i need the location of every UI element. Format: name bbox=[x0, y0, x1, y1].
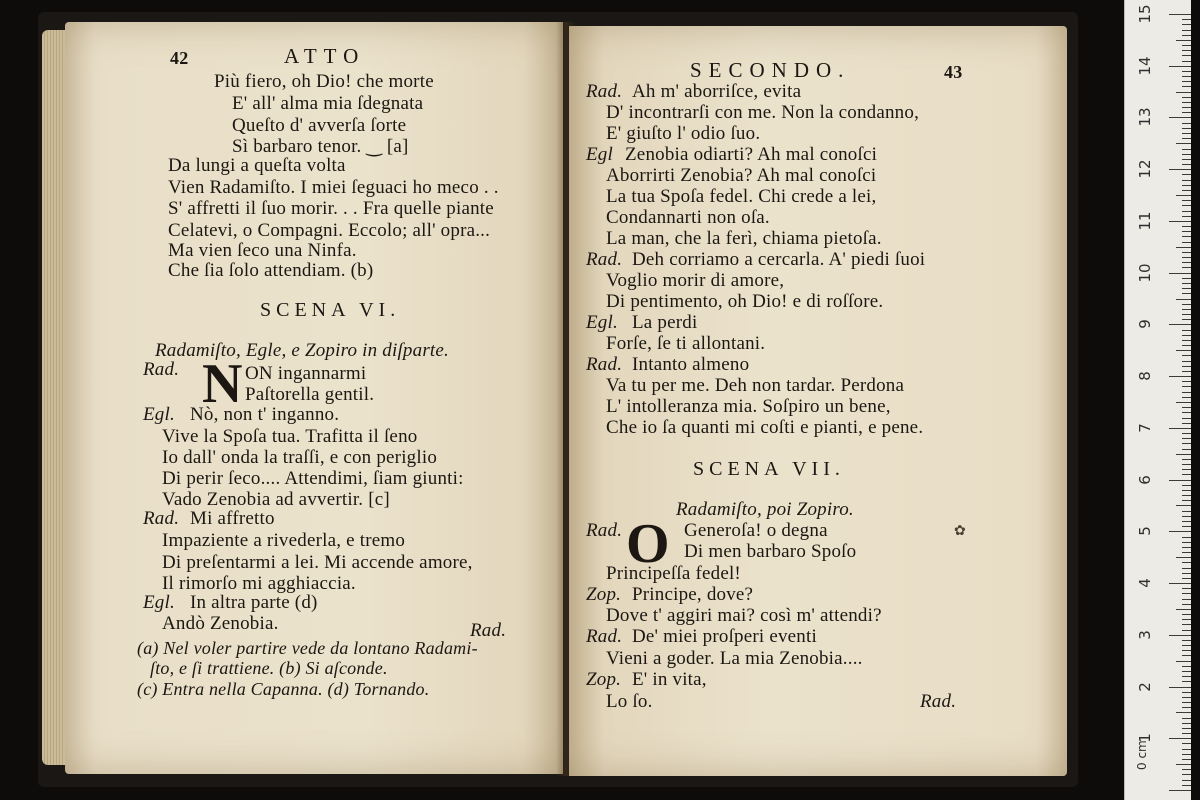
ruler-tick bbox=[1182, 257, 1191, 258]
ruler-tick bbox=[1182, 200, 1191, 201]
ruler-tick bbox=[1182, 604, 1191, 605]
ruler-tick bbox=[1182, 293, 1191, 294]
speaker-label: Zop. bbox=[586, 584, 622, 605]
ruler-tick bbox=[1182, 655, 1191, 656]
ruler-tick bbox=[1182, 681, 1191, 682]
catchword: Rad. bbox=[920, 691, 957, 712]
ruler-tick bbox=[1176, 350, 1191, 351]
speaker-label: Rad. bbox=[586, 81, 623, 102]
dialogue-line: Vive la Spoſa tua. Trafitta il ſeno bbox=[162, 426, 418, 447]
ruler-tick bbox=[1182, 542, 1191, 543]
dialogue-line: Forſe, ſe ti allontani. bbox=[606, 333, 766, 354]
drop-cap-initial: N bbox=[202, 353, 243, 415]
measurement-ruler bbox=[1124, 0, 1191, 800]
speaker-label: Egl. bbox=[143, 592, 175, 613]
ruler-tick bbox=[1182, 521, 1191, 522]
ruler-tick bbox=[1176, 92, 1191, 93]
ruler-tick bbox=[1182, 138, 1191, 139]
ruler-tick bbox=[1182, 438, 1191, 439]
ruler-number: 13 bbox=[1136, 107, 1154, 127]
ruler-tick bbox=[1182, 723, 1191, 724]
ruler-tick bbox=[1182, 112, 1191, 113]
ruler-tick bbox=[1182, 578, 1191, 579]
dialogue-line: La perdi bbox=[632, 312, 698, 333]
dialogue-line: La man, che la ferì, chiama pietoſa. bbox=[606, 228, 882, 249]
ruler-tick bbox=[1176, 712, 1191, 713]
speaker-label: Egl bbox=[586, 144, 613, 165]
ruler-tick bbox=[1182, 330, 1191, 331]
speaker-label: Rad. bbox=[586, 354, 623, 375]
ruler-number: 2 bbox=[1136, 681, 1154, 692]
ruler-tick bbox=[1182, 24, 1191, 25]
ruler-tick bbox=[1182, 128, 1191, 129]
ruler-tick bbox=[1182, 769, 1191, 770]
ruler-tick bbox=[1182, 133, 1191, 134]
ruler-tick bbox=[1182, 386, 1191, 387]
ruler-tick bbox=[1182, 81, 1191, 82]
verse-line: Queſto d' avverſa ſorte bbox=[232, 115, 407, 136]
ruler-tick bbox=[1182, 149, 1191, 150]
ink-smudge-icon: ✿ bbox=[954, 524, 966, 539]
speaker-label: Egl. bbox=[586, 312, 618, 333]
ruler-tick bbox=[1182, 459, 1191, 460]
ruler-tick bbox=[1182, 423, 1191, 424]
dialogue-line: Zenobia odiarti? Ah mal conoſci bbox=[625, 144, 878, 165]
ruler-number: 12 bbox=[1136, 159, 1154, 179]
ruler-tick bbox=[1182, 692, 1191, 693]
ruler-tick bbox=[1182, 304, 1191, 305]
left-running-header: ATTO bbox=[284, 44, 366, 68]
dialogue-line: De' miei proſperi eventi bbox=[632, 626, 817, 647]
ruler-tick bbox=[1169, 169, 1191, 170]
ruler-tick bbox=[1182, 407, 1191, 408]
ruler-tick bbox=[1182, 50, 1191, 51]
ruler-tick bbox=[1182, 562, 1191, 563]
ruler-tick bbox=[1182, 355, 1191, 356]
ruler-tick bbox=[1176, 557, 1191, 558]
ruler-number: 11 bbox=[1136, 211, 1154, 231]
footnote-line: ſto, e ſi trattiene. (b) Si aſconde. bbox=[150, 658, 388, 678]
ruler-tick bbox=[1182, 412, 1191, 413]
ruler-number: 10 bbox=[1136, 263, 1154, 283]
dialogue-line: La tua Spoſa fedel. Chi crede a lei, bbox=[606, 186, 877, 207]
ruler-tick bbox=[1182, 397, 1191, 398]
ruler-tick bbox=[1182, 278, 1191, 279]
ruler-tick bbox=[1182, 418, 1191, 419]
ruler-tick bbox=[1182, 785, 1191, 786]
ruler-tick bbox=[1182, 676, 1191, 677]
ruler-tick bbox=[1182, 309, 1191, 310]
ruler-number: 4 bbox=[1136, 578, 1154, 588]
dialogue-line: Di perir ſeco.... Attendimi, ſiam giunti: bbox=[162, 468, 464, 489]
ruler-tick bbox=[1182, 697, 1191, 698]
ruler-tick bbox=[1182, 288, 1191, 289]
ruler-tick bbox=[1169, 687, 1191, 688]
speaker-label: Rad. bbox=[143, 508, 180, 529]
dialogue-line: Va tu per me. Deh non tardar. Perdona bbox=[606, 375, 905, 396]
verse-line: Sì barbaro tenor. ‿ [a] bbox=[232, 136, 409, 157]
ruler-tick bbox=[1182, 71, 1191, 72]
ruler-tick bbox=[1182, 371, 1191, 372]
ruler-tick bbox=[1182, 666, 1191, 667]
ruler-number: 7 bbox=[1136, 423, 1154, 433]
ruler-number: 1 bbox=[1136, 733, 1154, 744]
dialogue-line: Il rimorſo mi agghiaccia. bbox=[162, 573, 356, 594]
ruler-tick bbox=[1169, 635, 1191, 636]
ruler-tick bbox=[1182, 174, 1191, 175]
footnote-line: (c) Entra nella Capanna. (d) Tornando. bbox=[137, 679, 430, 699]
ruler-tick bbox=[1182, 640, 1191, 641]
dialogue-line: D' incontrarſi con me. Non la condanno, bbox=[606, 102, 920, 123]
ruler-tick bbox=[1182, 593, 1191, 594]
ruler-tick bbox=[1176, 40, 1191, 41]
dialogue-line: Ah m' aborriſce, evita bbox=[632, 81, 802, 102]
dialogue-line: In altra parte (d) bbox=[190, 592, 318, 613]
scene-cast: Radamiſto, Egle, e Zopiro in diſparte. bbox=[155, 340, 449, 361]
right-page-number: 43 bbox=[944, 62, 963, 82]
ruler-tick bbox=[1182, 102, 1191, 103]
ruler-tick bbox=[1182, 107, 1191, 108]
ruler-tick bbox=[1182, 449, 1191, 450]
speaker-label: Egl. bbox=[143, 404, 175, 425]
ruler-tick bbox=[1182, 345, 1191, 346]
dialogue-line: Di men barbaro Spoſo bbox=[684, 541, 857, 562]
dialogue-line: Intanto almeno bbox=[632, 354, 750, 375]
ruler-tick bbox=[1182, 185, 1191, 186]
ruler-tick bbox=[1182, 552, 1191, 553]
ruler-number: 5 bbox=[1136, 526, 1154, 537]
ruler-tick bbox=[1182, 335, 1191, 336]
ruler-tick bbox=[1182, 30, 1191, 31]
speaker-label: Rad. bbox=[586, 520, 623, 541]
ruler-tick bbox=[1182, 774, 1191, 775]
ruler-unit-label: 0 cm bbox=[1135, 740, 1149, 770]
dialogue-line: Condannarti non oſa. bbox=[606, 207, 770, 228]
ruler-tick bbox=[1182, 780, 1191, 781]
scene-cast: Radamiſto, poi Zopiro. bbox=[676, 499, 854, 520]
ruler-tick bbox=[1176, 661, 1191, 662]
ruler-tick bbox=[1182, 159, 1191, 160]
ruler-tick bbox=[1182, 211, 1191, 212]
ruler-tick bbox=[1182, 190, 1191, 191]
ruler-tick bbox=[1182, 624, 1191, 625]
ruler-tick bbox=[1182, 754, 1191, 755]
verse-line: Celatevi, o Compagni. Eccolo; all' opra... bbox=[168, 220, 491, 241]
ruler-tick bbox=[1182, 619, 1191, 620]
ruler-number: 6 bbox=[1136, 474, 1154, 485]
ruler-tick bbox=[1182, 464, 1191, 465]
ruler-tick bbox=[1182, 733, 1191, 734]
ruler-tick bbox=[1176, 195, 1191, 196]
ruler-tick bbox=[1182, 749, 1191, 750]
dialogue-line: Andò Zenobia. bbox=[162, 613, 279, 634]
ruler-tick bbox=[1176, 609, 1191, 610]
ruler-tick bbox=[1182, 76, 1191, 77]
ruler-tick bbox=[1169, 531, 1191, 532]
ruler-tick bbox=[1182, 443, 1191, 444]
right-running-header: SECONDO. bbox=[690, 58, 851, 82]
ruler-tick bbox=[1176, 764, 1191, 765]
dialogue-line: Che io ſa quanti mi coſti e pianti, e pene. bbox=[606, 417, 924, 438]
dialogue-line: E' in vita, bbox=[632, 669, 707, 690]
dialogue-line: Generoſa! o degna bbox=[684, 520, 828, 541]
ruler-tick bbox=[1182, 728, 1191, 729]
ruler-tick bbox=[1182, 319, 1191, 320]
ruler-tick bbox=[1182, 242, 1191, 243]
ruler-tick bbox=[1182, 511, 1191, 512]
scene-title: SCENA VII. bbox=[693, 458, 845, 480]
ruler-tick bbox=[1169, 480, 1191, 481]
dialogue-line: Principe, dove? bbox=[632, 584, 754, 605]
ruler-tick bbox=[1182, 366, 1191, 367]
ruler-tick bbox=[1182, 490, 1191, 491]
ruler-tick bbox=[1182, 392, 1191, 393]
ruler-tick bbox=[1182, 164, 1191, 165]
ruler-tick bbox=[1182, 630, 1191, 631]
dialogue-line: Vieni a goder. La mia Zenobia.... bbox=[606, 648, 863, 669]
dialogue-line: Principeſſa fedel! bbox=[606, 563, 741, 584]
dialogue-line: Mi affretto bbox=[190, 508, 275, 529]
ruler-tick bbox=[1182, 516, 1191, 517]
ruler-tick bbox=[1169, 790, 1191, 791]
speaker-label: Rad. bbox=[143, 359, 180, 380]
ruler-number: 9 bbox=[1136, 319, 1154, 330]
ruler-tick bbox=[1182, 526, 1191, 527]
ruler-tick bbox=[1182, 154, 1191, 155]
ruler-number: 8 bbox=[1136, 371, 1154, 381]
ruler-tick bbox=[1182, 485, 1191, 486]
ruler-tick bbox=[1182, 180, 1191, 181]
ruler-tick bbox=[1182, 469, 1191, 470]
ruler-tick bbox=[1182, 35, 1191, 36]
ruler-tick bbox=[1182, 495, 1191, 496]
ruler-tick bbox=[1182, 645, 1191, 646]
ruler-tick bbox=[1182, 267, 1191, 268]
speaker-label: Rad. bbox=[586, 249, 623, 270]
ruler-tick bbox=[1182, 236, 1191, 237]
ruler-tick bbox=[1182, 718, 1191, 719]
ruler-tick bbox=[1182, 61, 1191, 62]
ruler-tick bbox=[1182, 573, 1191, 574]
ruler-tick bbox=[1182, 381, 1191, 382]
dialogue-line: Deh corriamo a cercarla. A' piedi ſuoi bbox=[632, 249, 926, 270]
dialogue-line: E' giuſto l' odio ſuo. bbox=[606, 123, 761, 144]
ruler-number: 14 bbox=[1136, 56, 1154, 76]
dialogue-line: Aborrirti Zenobia? Ah mal conoſci bbox=[606, 165, 877, 186]
scene-title: SCENA VI. bbox=[260, 299, 401, 321]
ruler-tick bbox=[1182, 55, 1191, 56]
ruler-tick bbox=[1182, 252, 1191, 253]
ruler-tick bbox=[1169, 66, 1191, 67]
ruler-tick bbox=[1176, 247, 1191, 248]
ruler-tick bbox=[1169, 324, 1191, 325]
ruler-tick bbox=[1182, 314, 1191, 315]
speaker-label: Zop. bbox=[586, 669, 622, 690]
ruler-tick bbox=[1176, 143, 1191, 144]
dialogue-line: Di pentimento, oh Dio! e di roſſore. bbox=[606, 291, 884, 312]
ruler-tick bbox=[1182, 588, 1191, 589]
dialogue-line: Vado Zenobia ad avvertir. [c] bbox=[162, 489, 390, 510]
verse-line: E' all' alma mia ſdegnata bbox=[232, 93, 424, 114]
verse-line: Vien Radamiſto. I miei ſeguaci ho meco . . bbox=[168, 177, 499, 198]
ruler-tick bbox=[1169, 221, 1191, 222]
ruler-tick bbox=[1182, 650, 1191, 651]
verse-line: Che ſia ſolo attendiam. (b) bbox=[168, 260, 374, 281]
dialogue-line: L' intolleranza mia. Soſpiro un bene, bbox=[606, 396, 891, 417]
ruler-tick bbox=[1182, 216, 1191, 217]
ruler-number: 3 bbox=[1136, 630, 1154, 640]
dialogue-line: Impaziente a rivederla, e tremo bbox=[162, 530, 406, 551]
ruler-tick bbox=[1182, 474, 1191, 475]
ruler-tick bbox=[1169, 428, 1191, 429]
speaker-label: Rad. bbox=[586, 626, 623, 647]
ruler-tick bbox=[1182, 86, 1191, 87]
ruler-tick bbox=[1182, 743, 1191, 744]
ruler-tick bbox=[1182, 759, 1191, 760]
dialogue-line: ON ingannarmi bbox=[245, 363, 367, 384]
dialogue-line: Di preſentarmi a lei. Mi accende amore, bbox=[162, 552, 473, 573]
ruler-tick bbox=[1169, 117, 1191, 118]
dialogue-line: Paſtorella gentil. bbox=[245, 384, 375, 405]
ruler-tick bbox=[1182, 614, 1191, 615]
ruler-tick bbox=[1176, 454, 1191, 455]
catchword: Rad. bbox=[470, 620, 507, 641]
ruler-tick bbox=[1176, 505, 1191, 506]
ruler-tick bbox=[1182, 231, 1191, 232]
ruler-tick bbox=[1176, 299, 1191, 300]
dialogue-line: Io dall' onda la traſſi, e con periglio bbox=[162, 447, 438, 468]
ruler-tick bbox=[1182, 262, 1191, 263]
ruler-tick bbox=[1182, 671, 1191, 672]
ruler-tick bbox=[1182, 707, 1191, 708]
left-page-number: 42 bbox=[170, 48, 189, 68]
ruler-tick bbox=[1169, 273, 1191, 274]
verse-line: Più fiero, oh Dio! che morte bbox=[214, 71, 434, 92]
verse-line: Da lungi a queſta volta bbox=[168, 155, 346, 176]
ruler-tick bbox=[1182, 123, 1191, 124]
ruler-tick bbox=[1182, 702, 1191, 703]
footnote-line: (a) Nel voler partire vede da lontano Radami- bbox=[137, 638, 478, 658]
ruler-tick bbox=[1182, 45, 1191, 46]
ruler-tick bbox=[1182, 599, 1191, 600]
drop-cap-initial: O bbox=[626, 513, 670, 575]
dialogue-line: Voglio morir di amore, bbox=[606, 270, 785, 291]
ruler-tick bbox=[1182, 283, 1191, 284]
dialogue-line: Lo ſo. bbox=[606, 691, 653, 712]
ruler-tick bbox=[1182, 547, 1191, 548]
verse-line: S' affretti il ſuo morir. . . Fra quelle piante bbox=[168, 198, 494, 219]
ruler-tick bbox=[1182, 537, 1191, 538]
ruler-tick bbox=[1169, 376, 1191, 377]
ruler-tick bbox=[1182, 340, 1191, 341]
ruler-tick bbox=[1182, 226, 1191, 227]
dialogue-line: Dove t' aggiri mai? così m' attendi? bbox=[606, 605, 882, 626]
ruler-tick bbox=[1176, 402, 1191, 403]
ruler-tick bbox=[1182, 97, 1191, 98]
dialogue-line: Nò, non t' inganno. bbox=[190, 404, 340, 425]
ruler-tick bbox=[1169, 583, 1191, 584]
ruler-tick bbox=[1182, 361, 1191, 362]
ruler-tick bbox=[1182, 500, 1191, 501]
ruler-tick bbox=[1182, 568, 1191, 569]
verse-line: Ma vien ſeco una Ninfa. bbox=[168, 240, 357, 261]
ruler-number: 15 bbox=[1136, 4, 1154, 24]
ruler-tick bbox=[1182, 433, 1191, 434]
ruler-tick bbox=[1182, 205, 1191, 206]
ruler-tick bbox=[1169, 14, 1191, 15]
ruler-tick bbox=[1169, 738, 1191, 739]
ruler-tick bbox=[1182, 19, 1191, 20]
